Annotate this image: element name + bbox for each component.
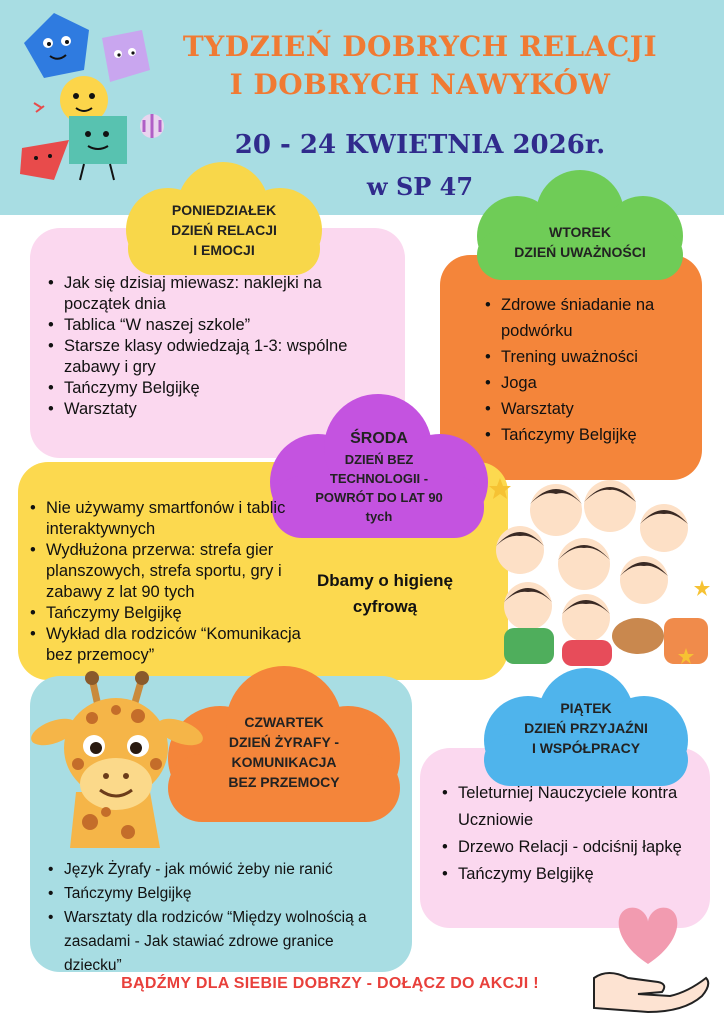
list-item: • Język Żyrafy - jak mówić żeby nie ranić (48, 858, 393, 882)
list-item: • Tablica “W naszej szkole” (48, 315, 383, 336)
list-item: • Warsztaty dla rodziców “Między wolnością a zasadami - Jak stawiać zdrowe granice dziecku” (48, 906, 393, 978)
list-item: • Warsztaty (485, 396, 695, 422)
list-item: • Starsze klasy odwiedzają 1-3: wspólne zabawy i gry (48, 336, 383, 378)
tuesday-heading: WTOREK DZIEŃ UWAŻNOŚCI (514, 224, 646, 260)
list-item: • Jak się dzisiaj miewasz: naklejki na początek dnia (48, 273, 383, 315)
thursday-list (48, 858, 393, 978)
thursday-heading: CZWARTEK DZIEŃ ŻYRAFY - KOMUNIKACJA BEZ PRZEMOCY (228, 714, 340, 790)
title-line-2: I DOBRYCH NAWYKÓW (229, 68, 611, 101)
list-item: • Trening uważności (485, 344, 695, 370)
title-line-1: TYDZIEŃ DOBRYCH RELACJI (182, 30, 658, 63)
list-item: • Drzewo Relacji - odciśnij łapkę (442, 834, 704, 861)
list-item: • Wykład dla rodziców “Komunikacja bez przemocy” (30, 624, 315, 666)
closing-slogan: BĄDŹMY DLA SIEBIE DOBRZY - DOŁĄCZ DO AKCJI ! (121, 975, 539, 992)
heart-in-hand-icon (588, 898, 714, 1016)
poster-title (130, 28, 710, 104)
list-item: • Tańczymy Belgijkę (485, 422, 695, 448)
friday-heading: PIĄTEK DZIEŃ PRZYJAŹNI I WSPÓŁPRACY (524, 700, 648, 756)
giraffe-icon (30, 672, 200, 848)
children-group-icon (488, 468, 718, 668)
list-item: • Warsztaty (48, 399, 383, 420)
event-place: w SP 47 (366, 172, 474, 201)
list-item: • Tańczymy Belgijkę (30, 603, 315, 624)
list-item: • Tańczymy Belgijkę (48, 882, 393, 906)
tuesday-list (485, 292, 695, 448)
list-item: • Tańczymy Belgijkę (48, 378, 383, 399)
digital-hygiene-note: Dbamy o higienę cyfrową (316, 571, 454, 616)
wednesday-heading: ŚRODA DZIEŃ BEZ TECHNOLOGII - POWRÓT DO LAT 90 tych (315, 430, 443, 524)
friday-list (442, 780, 704, 888)
list-item: • Zdrowe śniadanie na podwórku (485, 292, 695, 344)
event-date: 20 - 24 KWIETNIA 2026r. (234, 130, 606, 160)
list-item: • Teleturniej Nauczyciele kontra Uczniowie (442, 780, 704, 834)
list-item: • Joga (485, 370, 695, 396)
list-item: • Tańczymy Belgijkę (442, 861, 704, 888)
list-item: • Nie używamy smartfonów i tablic interaktywnych (30, 498, 315, 540)
monday-heading: PONIEDZIAŁEK DZIEŃ RELACJI I EMOCJI (171, 202, 277, 258)
wednesday-list (30, 498, 315, 666)
list-item: • Wydłużona przerwa: strefa gier planszowych, strefa sportu, gry i zabawy z lat 90 tych (30, 540, 315, 603)
